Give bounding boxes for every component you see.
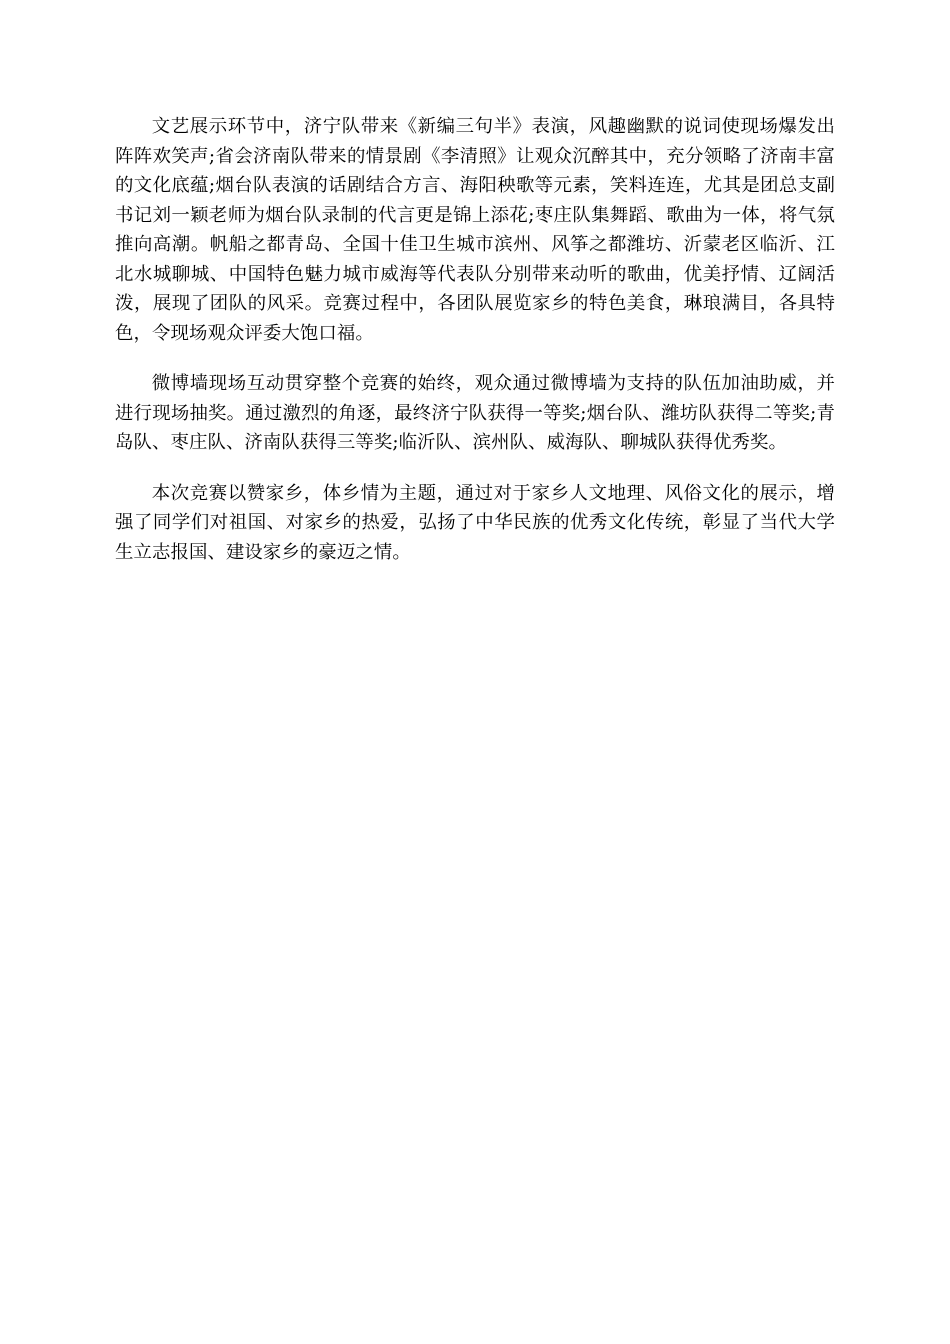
paragraph-performances: 文艺展示环节中，济宁队带来《新编三句半》表演，风趣幽默的说词使现场爆发出阵阵欢笑声;省会济南队带来的情景剧《李清照》让观众沉醉其中，充分领略了济南丰富的文化底蕴;烟台队表演的话剧结合方言、海阳秧歌等元素，笑料连连，尤其是团总支副书记刘一颖老师为烟台队录制的代言更是锦上添花;枣庄队集舞蹈、歌曲为一体，将气氛推向高潮。帆船之都青岛、全国十佳卫生城市滨州、风筝之都潍坊、沂蒙老区临沂、江北水城聊城、中国特色魅力城市威海等代表队分别带来动听的歌曲，优美抒情、辽阔活泼，展现了团队的风采。竞赛过程中，各团队展览家乡的特色美食，琳琅满目，各具特色，令现场观众评委大饱口福。 — [115, 116, 835, 344]
paragraph-awards: 微博墙现场互动贯穿整个竞赛的始终，观众通过微博墙为支持的队伍加油助威，并进行现场抽奖。通过激烈的角逐，最终济宁队获得一等奖;烟台队、潍坊队获得二等奖;青岛队、枣庄队、济南队获得三等奖;临沂队、滨州队、威海队、聊城队获得优秀奖。 — [115, 373, 835, 453]
document-body — [115, 112, 835, 588]
paragraph-summary: 本次竞赛以赞家乡，体乡情为主题，通过对于家乡人文地理、风俗文化的展示，增强了同学们对祖国、对家乡的热爱，弘扬了中华民族的优秀文化传统，彰显了当代大学生立志报国、建设家乡的豪迈之情。 — [115, 482, 835, 563]
